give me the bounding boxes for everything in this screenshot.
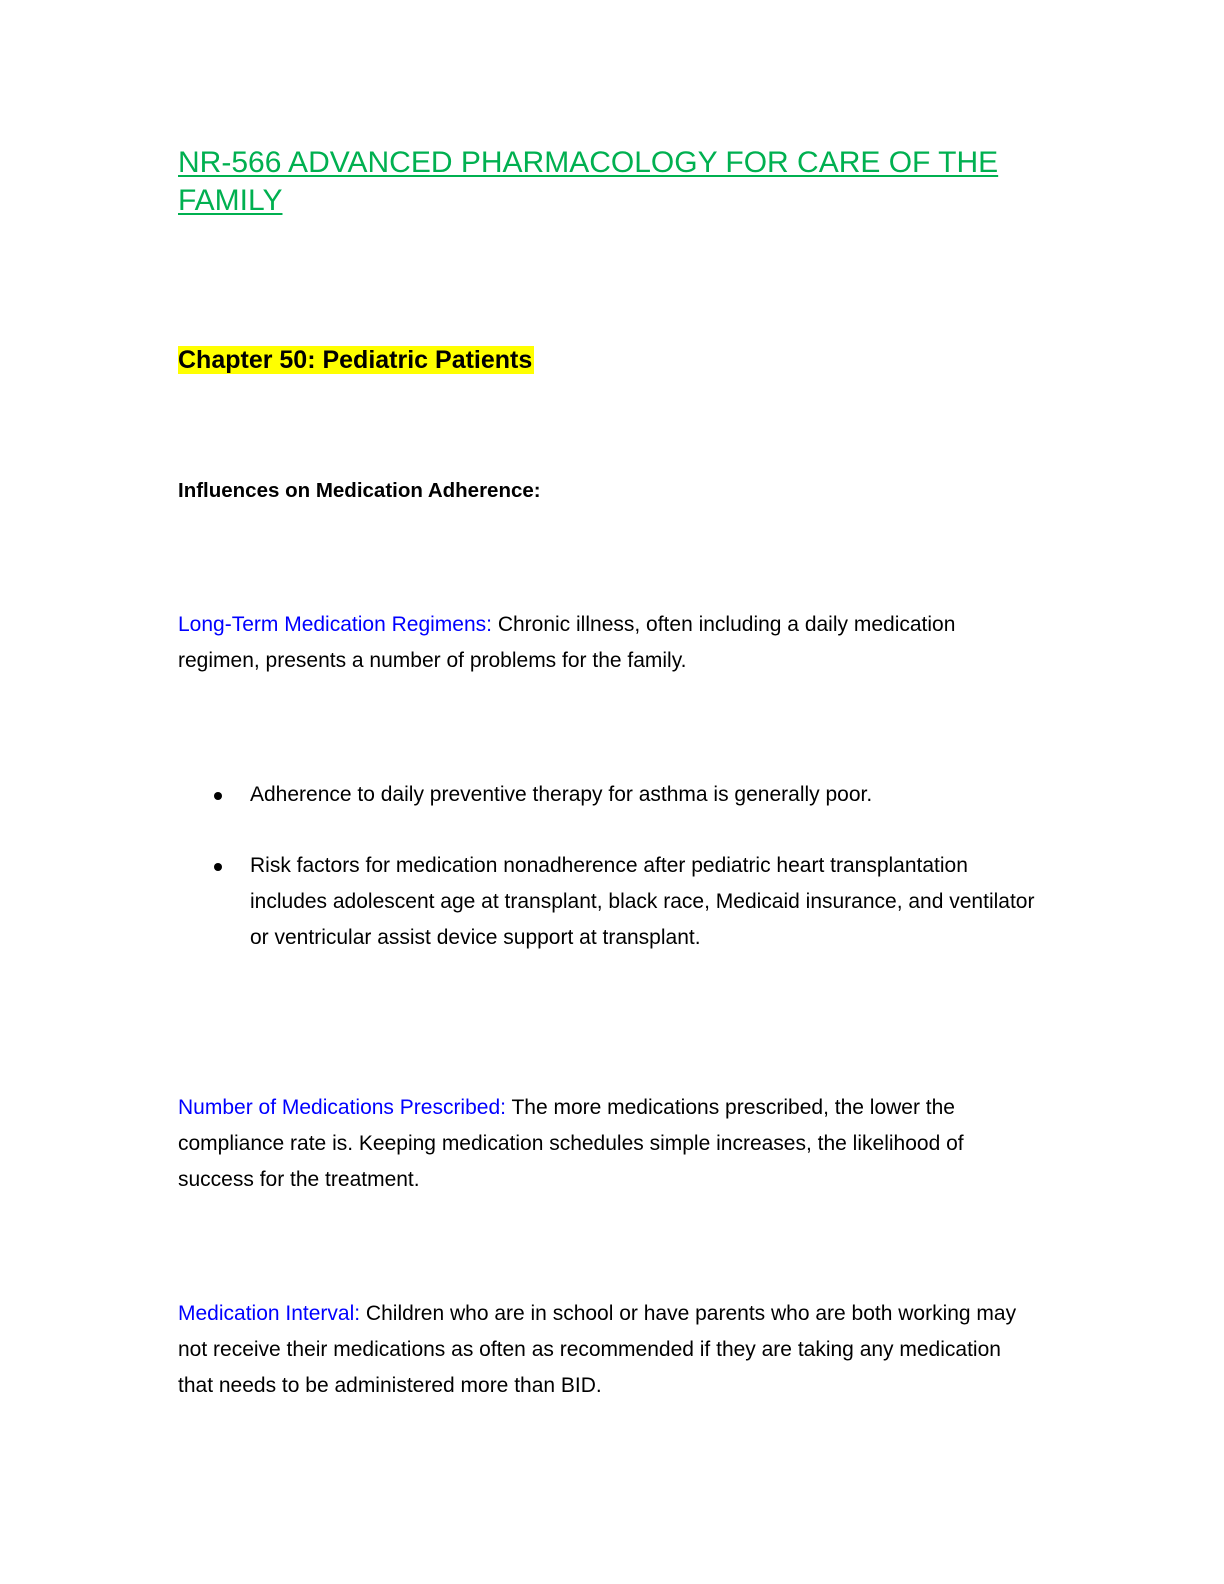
bullet-icon: [214, 792, 222, 800]
paragraph-body: Children who are in school or have parents who are both working may not receive their medications as often as recommended if they are taking any medication that needs to be administered more than BID.: [178, 1302, 1017, 1397]
chapter-heading: [178, 343, 534, 377]
paragraph-body: Chronic illness, often including a daily medication regimen, presents a number of problems for the family.: [178, 613, 956, 672]
list-item-text: Adherence to daily preventive therapy for asthma is generally poor.: [250, 783, 873, 806]
list-item-text: Risk factors for medication nonadherence after pediatric heart transplantation includes adolescent age at transplant, black race, Medicaid insurance, and ventilator or ventricular assist device support at transplant.: [250, 854, 1035, 949]
list-item: [178, 848, 1038, 956]
document-title: NR-566 ADVANCED PHARMACOLOGY FOR CARE OF THE FAMILY: [178, 146, 999, 217]
bullet-icon: [214, 863, 222, 871]
paragraph-body: The more medications prescribed, the lower the compliance rate is. Keeping medication schedules simple increases, the likelihood of success for the treatment.: [178, 1096, 964, 1191]
list-item: [178, 777, 1038, 813]
bullet-list: [178, 848, 1038, 956]
section-heading: Influences on Medication Adherence:: [178, 479, 541, 502]
paragraph-lead-term: Long-Term Medication Regimens:: [178, 613, 492, 636]
paragraph-lead-term: Medication Interval:: [178, 1302, 361, 1325]
chapter-heading-text: Chapter 50: Pediatric Patients: [178, 346, 533, 374]
paragraph-long-term-regimens: [178, 607, 1038, 679]
paragraph-lead-term: Number of Medications Prescribed:: [178, 1096, 506, 1119]
paragraph-medication-interval: [178, 1296, 1038, 1404]
paragraph-number-of-medications: [178, 1090, 1038, 1198]
bullet-list: [178, 777, 1038, 813]
